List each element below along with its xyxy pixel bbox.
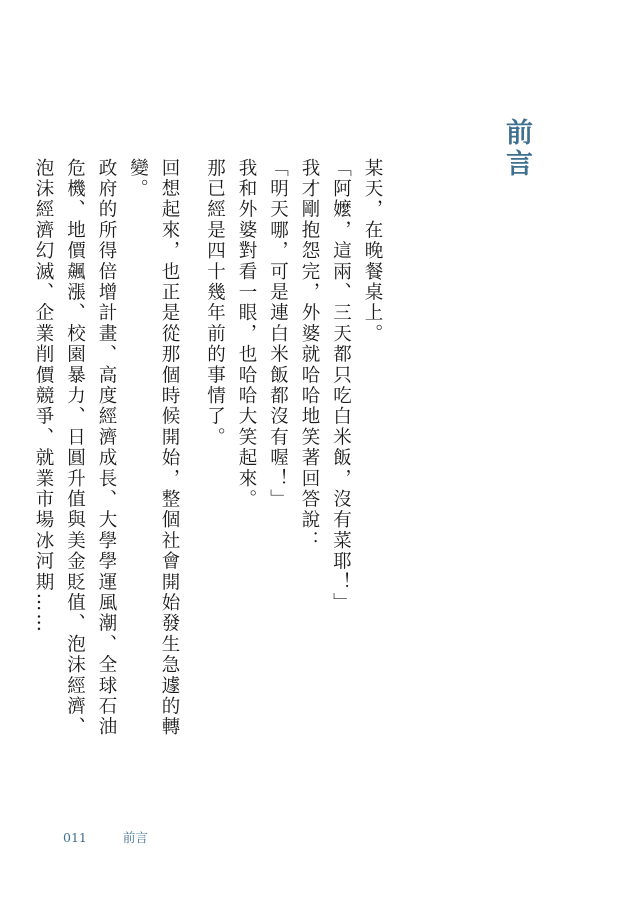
page-footer [63,828,148,846]
paragraph-2: 「阿嬤，這兩、三天都只吃白米飯，沒有菜耶！」 [330,158,352,614]
body-text [28,158,389,758]
paragraph-5: 我和外婆對看一眼，也哈哈大笑起來。 [236,158,257,510]
running-title: 前言 [122,830,148,845]
paragraph-4: 「明天哪，可是連白米飯都沒有喔！」 [267,158,289,510]
page-number: 011 [63,830,87,845]
paragraph-6: 那已經是四十幾年前的事情了。 [204,158,226,448]
chapter-title: 前言 [501,118,532,180]
paragraph-8: 政府的所得倍增計畫、高度經濟成長、大學學運風潮、全球石油危機、地價飆漲、校園暴力、日圓升值與美金貶值、泡沫經濟、泡沫經濟幻滅、企業削價競爭、就業市場冰河期…… [33,158,117,738]
paragraph-3: 我才剛抱怨完，外婆就哈哈地笑著回答說： [299,158,320,552]
paragraph-7: 回想起來，也正是從那個時候開始，整個社會開始發生急遽的轉變。 [127,158,180,738]
paragraph-1: 某天，在晚餐桌上。 [362,158,383,345]
